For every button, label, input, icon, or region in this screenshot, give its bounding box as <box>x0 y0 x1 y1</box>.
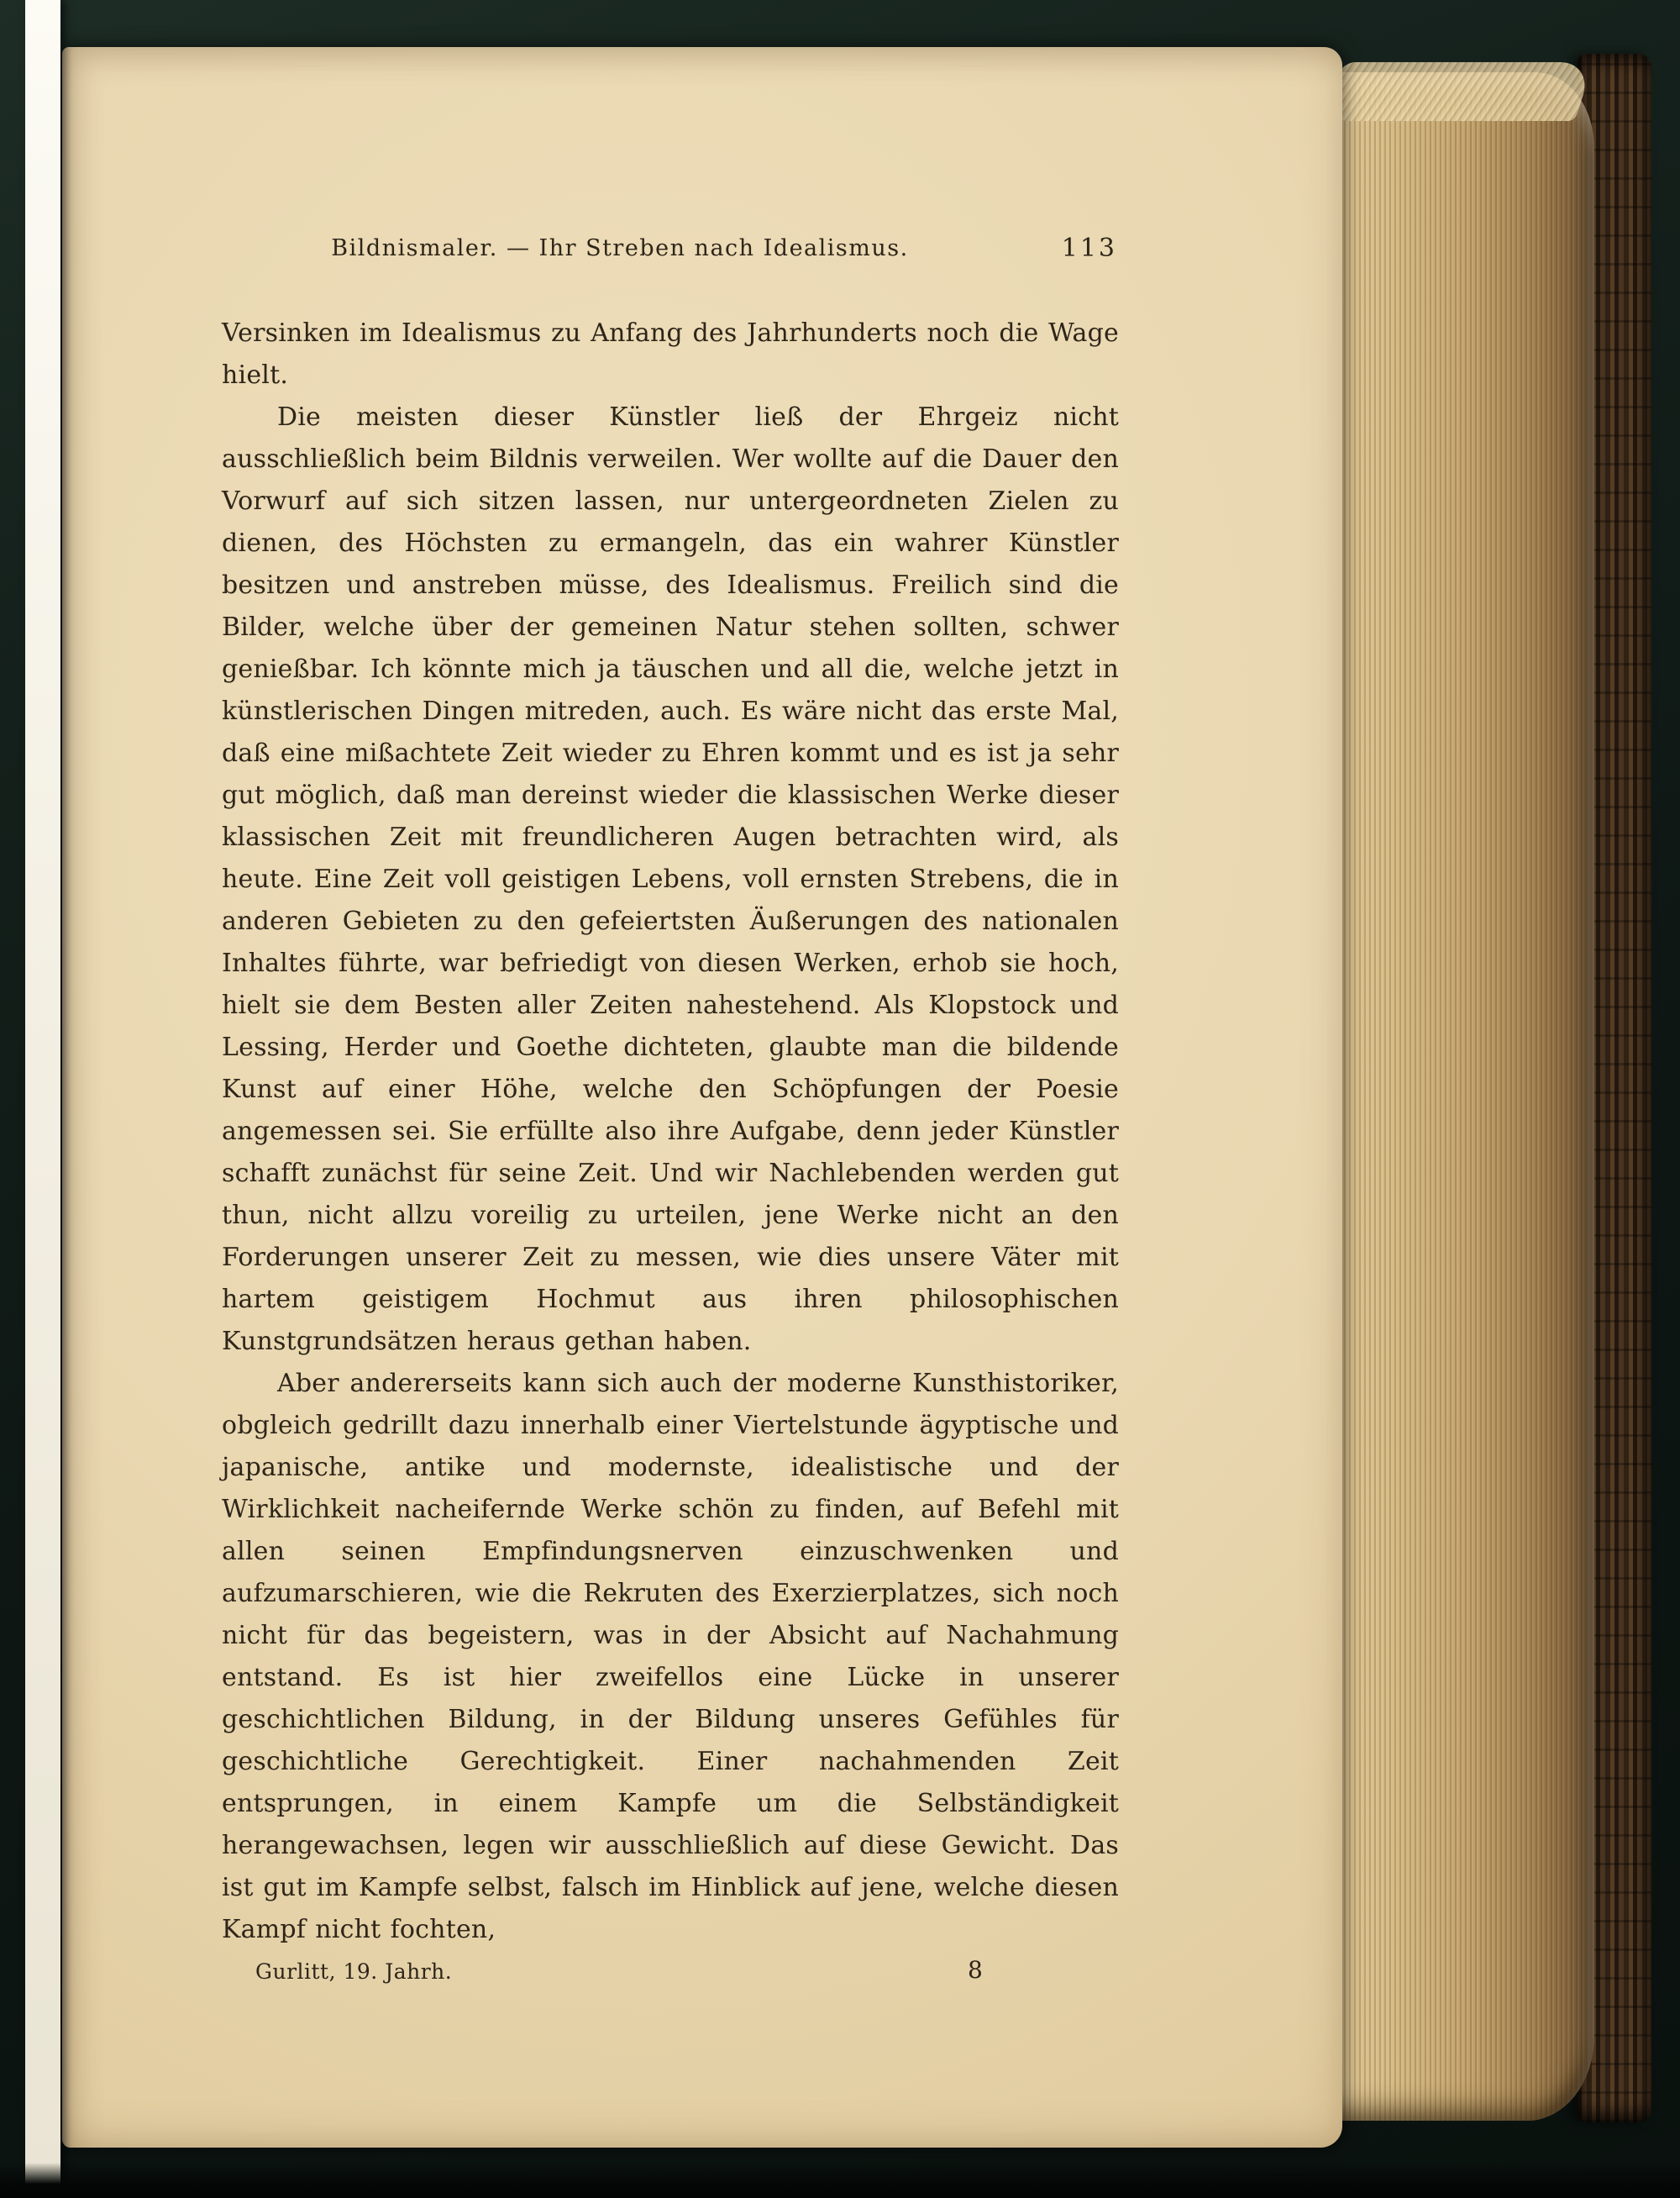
book-page <box>62 47 1342 2148</box>
page-fore-edge-stack <box>1314 72 1594 2121</box>
paragraph: Aber andererseits kann sich auch der moderne Kunsthistoriker, obgleich gedrillt dazu innerhalb einer Viertelstunde ägyptische und japanische, antike und modernste, idealistische und der Wirklichkeit nacheifernde Werke schön zu finden, auf Befehl mit allen seinen Empfindungsnerven einzuschwenken und aufzumarschieren, wie die Rekruten des Exerzierplatzes, sich noch nicht für das begeistern, was in der Absicht auf Nachahmung entstand. Es ist hier zweifellos eine Lücke in unserer geschichtlichen Bildung, in der Bildung unseres Gefühles für geschichtliche Gerechtigkeit. Einer nachahmenden Zeit entsprungen, in einem Kampfe um die Selbständigkeit herangewachsen, legen wir ausschließlich auf diese Gewicht. Das ist gut im Kampfe selbst, falsch im Hinblick auf jene, welche diesen Kampf nicht fochten, <box>222 1369 1119 1944</box>
page-top-edges <box>1323 62 1594 121</box>
paragraph-continuation: Versinken im Idealismus zu Anfang des Jahrhunderts noch die Wage hielt. <box>222 318 1119 390</box>
scanner-edge-strip <box>25 0 60 2198</box>
page-number: 113 <box>1061 234 1117 263</box>
paragraph: Die meisten dieser Künstler ließ der Ehrgeiz nicht ausschließlich beim Bildnis verweilen. Wer wollte auf die Dauer den Vorwurf auf sich sitzen lassen, nur untergeordneten Zielen zu dienen, des Höchsten zu ermangeln, das ein wahrer Künstler besitzen und anstreben müsse, des Idealismus. Freilich sind die Bilder, welche über der gemeinen Natur stehen sollten, schwer genießbar. Ich könnte mich ja täuschen und all die, welche jetzt in künstlerischen Dingen mitreden, auch. Es wäre nicht das erste Mal, daß eine mißachtete Zeit wieder zu Ehren kommt und es ist ja sehr gut möglich, daß man dereinst wieder die klassischen Werke dieser klassischen Zeit mit freundlicheren Augen betrachten wird, als heute. Eine Zeit voll geistigen Lebens, voll ernsten Strebens, die in anderen Gebieten zu den gefeiertsten Äußerungen des nationalen Inhaltes führte, war befriedigt von diesen Werken, erhob sie hoch, hielt sie dem Besten aller Zeiten nahestehend. Als Klopstock und Lessing, Herder und Goethe dichteten, glaubte man die bildende Kunst auf einer Höhe, welche den Schöpfungen der Poesie angemessen sei. Sie erfüllte also ihre Aufgabe, denn jeder Künstler schafft zunächst für seine Zeit. Und wir Nachlebenden werden gut thun, nicht allzu voreilig zu urteilen, jene Werke nicht an den Forderungen unserer Zeit zu messen, wie dies unsere Väter mit hartem geistigem Hochmut aus ihren philosophischen Kunstgrundsätzen heraus gethan haben. <box>222 402 1119 1356</box>
scan-bottom-shadow <box>0 2163 1680 2198</box>
running-header <box>222 235 1119 287</box>
running-title: Bildnismaler. — Ihr Streben nach Idealismus. <box>331 235 909 261</box>
page-footer <box>222 1956 1119 1993</box>
signature-label: Gurlitt, 19. Jahrh. <box>255 1959 453 1984</box>
sheet-signature-number: 8 <box>968 1956 983 1984</box>
printed-text-block <box>222 235 1119 1993</box>
body-text <box>222 313 1119 1951</box>
